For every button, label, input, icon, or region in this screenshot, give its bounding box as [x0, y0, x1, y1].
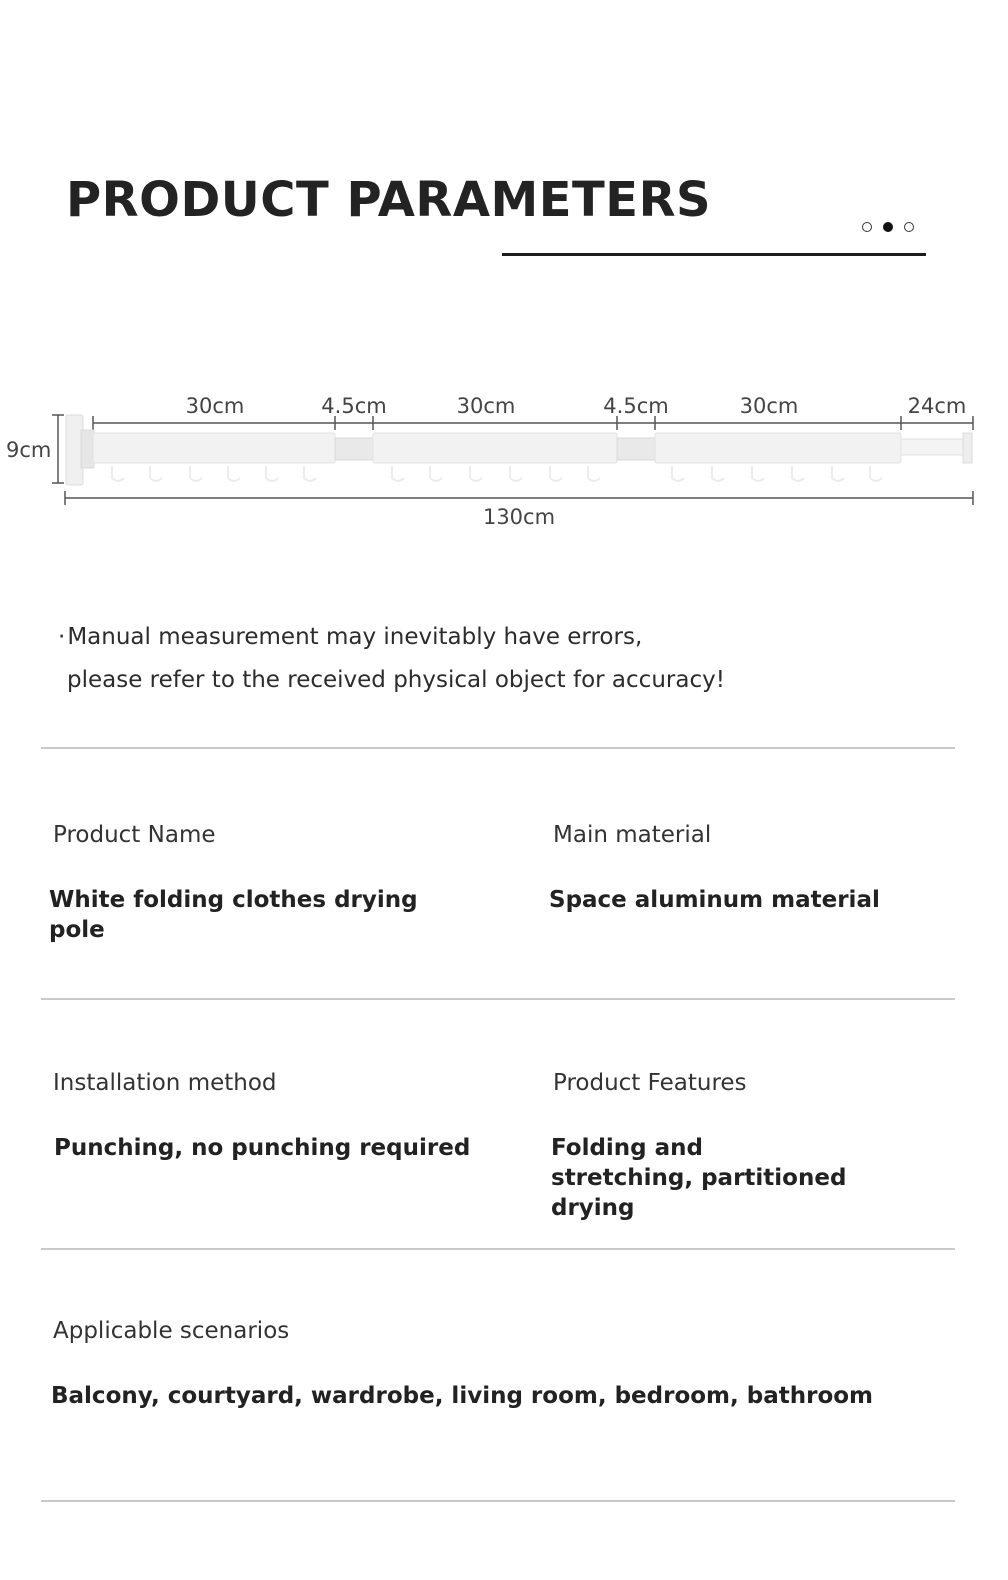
segment-label-1: 30cm — [185, 394, 245, 418]
divider-4 — [41, 1500, 955, 1502]
drying-pole-illustration — [66, 415, 972, 485]
applicable-scenarios-value: Balcony, courtyard, wardrobe, living room, bedroom, bathroom — [51, 1383, 874, 1409]
divider-3 — [41, 1248, 955, 1250]
divider-1 — [41, 747, 955, 749]
installation-method-value: Punching, no punching required — [54, 1135, 471, 1161]
segment-label-2: 4.5cm — [321, 394, 387, 418]
pagination-dots — [862, 222, 914, 232]
total-length-label: 130cm — [482, 505, 556, 529]
segment-dimension-line — [93, 416, 973, 430]
product-name-label: Product Name — [53, 822, 216, 848]
main-material-label: Main material — [553, 822, 712, 848]
measurement-note — [58, 616, 725, 702]
pagination-dot-3[interactable] — [904, 222, 914, 232]
applicable-scenarios-label: Applicable scenarios — [53, 1318, 290, 1344]
note-bullet: · — [58, 624, 66, 650]
pagination-dot-1[interactable] — [862, 222, 872, 232]
dimension-diagram — [0, 380, 1008, 540]
segment-label-3: 30cm — [456, 394, 516, 418]
title-underline — [502, 253, 926, 256]
note-line-1: Manual measurement may inevitably have errors, — [67, 624, 643, 650]
height-dimension — [52, 415, 64, 483]
segment-label-6: 24cm — [907, 394, 967, 418]
total-dimension-line — [65, 491, 973, 505]
page-title: PRODUCT PARAMETERS — [66, 172, 712, 228]
divider-2 — [41, 998, 955, 1000]
segment-label-4: 4.5cm — [603, 394, 669, 418]
product-name-value: White folding clothes drying pole — [49, 887, 418, 943]
main-material-value: Space aluminum material — [549, 887, 880, 913]
pagination-dot-2-active[interactable] — [883, 222, 893, 232]
note-line-2: please refer to the received physical object for accuracy! — [67, 667, 725, 693]
installation-method-label: Installation method — [53, 1070, 277, 1096]
product-features-value: Folding and stretching, partitioned drying — [551, 1135, 847, 1221]
height-label: 9cm — [6, 438, 52, 462]
product-features-label: Product Features — [553, 1070, 747, 1096]
segment-label-5: 30cm — [739, 394, 799, 418]
